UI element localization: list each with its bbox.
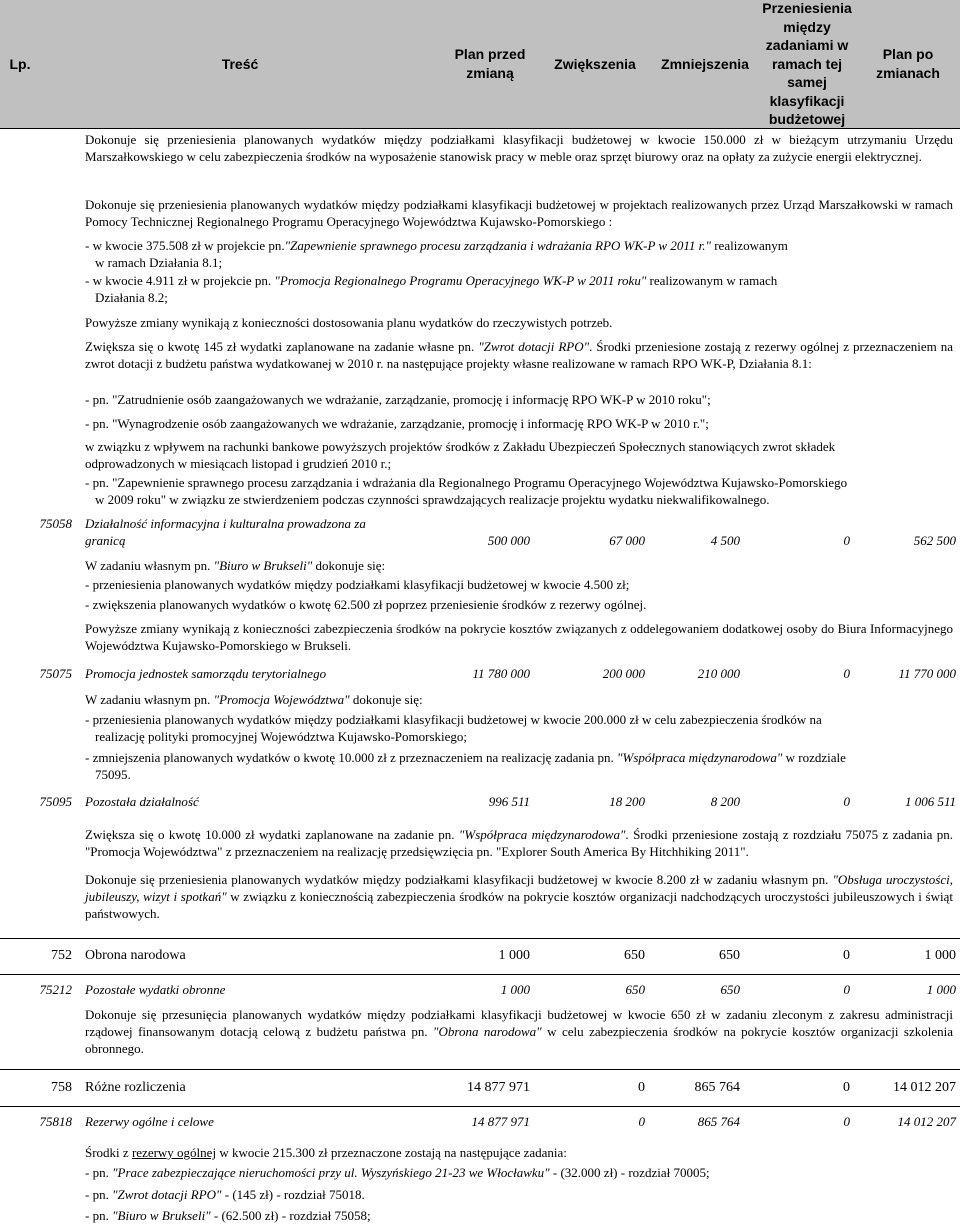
cell-plan-po: 1 006 511 (904, 794, 956, 809)
cell-zwiekszenia: 650 (625, 982, 645, 997)
cell-zmniejszenia: 4 500 (710, 533, 740, 548)
list-item: - pn. "Zapewnienie sprawnego procesu zarządzania i wdrażania dla Regionalnego Programu Operacyjnego Województwa Kujawsko-Pomorskiego w 2009 roku" w związku ze stwierdzeniem podczas czynności sprawdzających realizacje projektu wydatku niekwalifikowalnego. (85, 475, 848, 507)
list-item: - pn. "Wynagrodzenie osób zaangażowanych we wdrażanie, zarządzanie, promocję i informację RPO WK-P w 2010 r."; (85, 416, 709, 431)
row-lp: 75212 (39, 982, 72, 997)
list-item: - zmniejszenia planowanych wydatków o kwotę 10.000 zł z przeznaczeniem na realizację zadania pn. "Współpraca międzynarodowa" w rozdziale 75095. (85, 750, 846, 782)
cell-przeniesienia: 0 (843, 948, 850, 963)
row-name: Pozostała działalność (85, 794, 199, 809)
paragraph: Dokonuje się przeniesienia planowanych wydatków między podziałkami klasyfikacji budżetowej w kwocie 150.000 zł w bieżącym utrzymaniu Urzędu Marszałkowskiego w celu zabezpieczenia środków na wyposażenie stanowisk pracy w meble oraz sprzęt biurowy oraz na opłaty za zużycie energii elektrycznej. (85, 132, 953, 164)
list-item: - pn. "Biuro w Brukseli" - (62.500 zł) - rozdział 75058; (85, 1208, 371, 1223)
row-name: granicą (85, 533, 126, 548)
paragraph: Środki z rezerwy ogólnej w kwocie 215.300 zł przeznaczone zostają na następujące zadania: (85, 1145, 567, 1160)
row-name: Promocja jednostek samorządu terytorialnego (85, 666, 327, 681)
cell-plan-po: 1 000 (924, 948, 956, 963)
row-name: Obrona narodowa (85, 948, 186, 963)
cell-plan-po: 1 000 (926, 982, 956, 997)
cell-przeniesienia: 0 (843, 1114, 850, 1129)
paragraph: Zwiększa się o kwotę 145 zł wydatki zaplanowane na zadanie własne pn. "Zwrot dotacji RPO". Środki przeniesione zostają z rezerwy ogólnej z przeznaczeniem na zwrot dotacji z budżetu państwa wydatkowanej w 2010 r. na następujące projekty własne realizowane w ramach RPO WK-P, Działania 8.1: (85, 339, 953, 371)
table-row (0, 531, 960, 551)
cell-przeniesienia: 0 (843, 1080, 850, 1095)
paragraph: Powyższe zmiany wynikają z konieczności dostosowania planu wydatków do rzeczywistych potrzeb. (85, 315, 613, 330)
table-row (0, 1112, 960, 1132)
list-item: - pn. "Zwrot dotacji RPO" - (145 zł) - rozdział 75018. (85, 1187, 365, 1202)
paragraph: W zadaniu własnym pn. "Promocja Województwa" dokonuje się: (85, 692, 423, 707)
list-item: - przeniesienia planowanych wydatków między podziałkami klasyfikacji budżetowej w kwocie 4.500 zł; (85, 577, 630, 592)
list-item: - przeniesienia planowanych wydatków między podziałkami klasyfikacji budżetowej w kwocie 200.000 zł w celu zabezpieczenia środków na realizację polityki promocyjnej Województwa Kujawsko-Pomorskiego; (85, 712, 822, 744)
cell-plan-przed: 11 780 000 (472, 666, 530, 681)
header-plan-po: Plan po zmianach (876, 46, 940, 81)
cell-plan-przed: 1 000 (498, 948, 530, 963)
cell-zwiekszenia: 67 000 (609, 533, 645, 548)
row-name: Rezerwy ogólne i celowe (85, 1114, 214, 1129)
section-divider (0, 974, 960, 975)
cell-przeniesienia: 0 (843, 982, 850, 997)
section-divider (0, 1069, 960, 1070)
table-header (0, 0, 960, 129)
cell-plan-przed: 14 877 971 (471, 1114, 530, 1129)
cell-zwiekszenia: 650 (624, 948, 645, 963)
row-name: Różne rozliczenia (85, 1080, 186, 1095)
cell-przeniesienia: 0 (843, 533, 850, 548)
cell-plan-przed: 500 000 (487, 533, 530, 548)
paragraph: Dokonuje się przesunięcia planowanych wydatków między podziałkami klasyfikacji budżetowej w kwocie 650 zł w zadaniu zleconym z zakresu administracji rządowej finansowanym dotacją celową z budżetu państwa pn. "Obrona narodowa" w celu zabezpieczenia środków na pokrycie kosztów organizacji szkolenia obronnego. (85, 1007, 953, 1056)
row-lp: 75075 (39, 666, 72, 681)
row-name: Pozostałe wydatki obronne (85, 982, 226, 997)
header-lp: Lp. (9, 55, 31, 72)
row-lp: 75058 (39, 516, 72, 531)
cell-przeniesienia: 0 (843, 794, 850, 809)
cell-plan-po: 14 012 207 (897, 1114, 956, 1129)
paragraph: Dokonuje się przeniesienia planowanych wydatków między podziałkami klasyfikacji budżetowej w projektach realizowanych przez Urząd Marszałkowski w ramach Pomocy Technicznej Regionalnego Programu Operacyjnego Województwa Kujawsko-Pomorskiego : (85, 197, 953, 229)
cell-plan-przed: 1 000 (500, 982, 530, 997)
cell-zmniejszenia: 650 (719, 948, 740, 963)
table-row (0, 980, 960, 1000)
list-item: - w kwocie 4.911 zł w projekcie pn. "Promocja Regionalnego Programu Operacyjnego WK-P w 2011 roku" realizowanym w ramach Działania 8.2; (85, 273, 778, 305)
row-name: Działalność informacyjna i kulturalna prowadzona za (85, 516, 366, 531)
list-item: - zwiększenia planowanych wydatków o kwotę 62.500 zł poprzez przeniesienie środków z rezerwy ogólnej. (85, 597, 647, 612)
table-row (0, 946, 960, 966)
section-divider (0, 938, 960, 939)
cell-zmniejszenia: 865 764 (694, 1080, 740, 1095)
header-przeniesienia: Przeniesienia między zadaniami w ramach tej samej klasyfikacji budżetowej (762, 0, 852, 128)
cell-plan-przed: 14 877 971 (467, 1080, 530, 1095)
cell-plan-przed: 996 511 (488, 794, 530, 809)
cell-zmniejszenia: 8 200 (710, 794, 740, 809)
list-item: - w kwocie 375.508 zł w projekcie pn."Zapewnienie sprawnego procesu zarządzania i wdrażania RPO WK-P w 2011 r." realizowanym w ramach Działania 8.1; (85, 238, 788, 270)
list-item: - pn. "Prace zabezpieczające nieruchomości przy ul. Wyszyńskiego 21-23 we Włocławku" - (32.000 zł) - rozdział 70005; (85, 1165, 710, 1180)
cell-zmniejszenia: 210 000 (697, 666, 740, 681)
cell-zwiekszenia: 200 000 (602, 666, 645, 681)
row-lp: 75818 (39, 1114, 72, 1129)
paragraph: Zwiększa się o kwotę 10.000 zł wydatki zaplanowane na zadanie pn. "Współpraca międzynarodowa". Środki przeniesione zostają z rozdziału 75075 z zadania pn. "Promocja Województwa" z przeznaczeniem na realizację przedsięwzięcia pn. "Explorer South America By Hitchhiking 2011". (85, 827, 954, 859)
list-item: - pn. "Zatrudnienie osób zaangażowanych we wdrażanie, zarządzanie, promocję i informację RPO WK-P w 2010 roku"; (85, 392, 711, 407)
cell-plan-po: 11 770 000 (898, 666, 956, 681)
cell-plan-po: 562 500 (913, 533, 956, 548)
table-row (0, 664, 960, 684)
cell-zwiekszenia: 0 (638, 1080, 645, 1095)
cell-zwiekszenia: 0 (638, 1114, 645, 1129)
table-row (0, 1078, 960, 1098)
cell-plan-po: 14 012 207 (893, 1080, 956, 1095)
row-lp: 758 (51, 1080, 72, 1095)
paragraph: Dokonuje się przeniesienia planowanych wydatków między podziałkami klasyfikacji budżetowej w kwocie 8.200 zł w zadaniu własnym pn. "Obsługa uroczystości, jubileuszy, wizyt i spotkań" w związku z koniecznością zabezpieczenia środków na pokrycie kosztów organizacji nadchodzących uroczystości jubileuszowych i świąt państwowych. (85, 872, 953, 921)
paragraph: Powyższe zmiany wynikają z konieczności zabezpieczenia środków na pokrycie kosztów związanych z oddelegowaniem dodatkowej osoby do Biura Informacyjnego Województwa Kujawsko-Pomorskiego w Brukseli. (85, 621, 953, 653)
paragraph: W zadaniu własnym pn. "Biuro w Brukseli" dokonuje się: (85, 558, 386, 573)
cell-zmniejszenia: 650 (720, 982, 740, 997)
row-lp: 752 (51, 948, 72, 963)
header-zwiekszenia: Zwiększenia (554, 55, 636, 72)
section-divider (0, 1106, 960, 1107)
cell-przeniesienia: 0 (843, 666, 850, 681)
table-row (0, 792, 960, 812)
list-item: w związku z wpływem na rachunki bankowe powyższych projektów środków z Zakładu Ubezpieczeń Społecznych stanowiących zwrot składek odprowadzonych w miesiącach listopad i grudzień 2010 r.; (85, 439, 836, 471)
header-zmniejszenia: Zmniejszenia (661, 55, 749, 72)
header-plan-przed: Plan przed zmianą (454, 46, 526, 81)
cell-zwiekszenia: 18 200 (609, 794, 645, 809)
cell-zmniejszenia: 865 764 (697, 1114, 740, 1129)
row-lp: 75095 (39, 794, 72, 809)
header-tresc: Treść (221, 55, 259, 72)
